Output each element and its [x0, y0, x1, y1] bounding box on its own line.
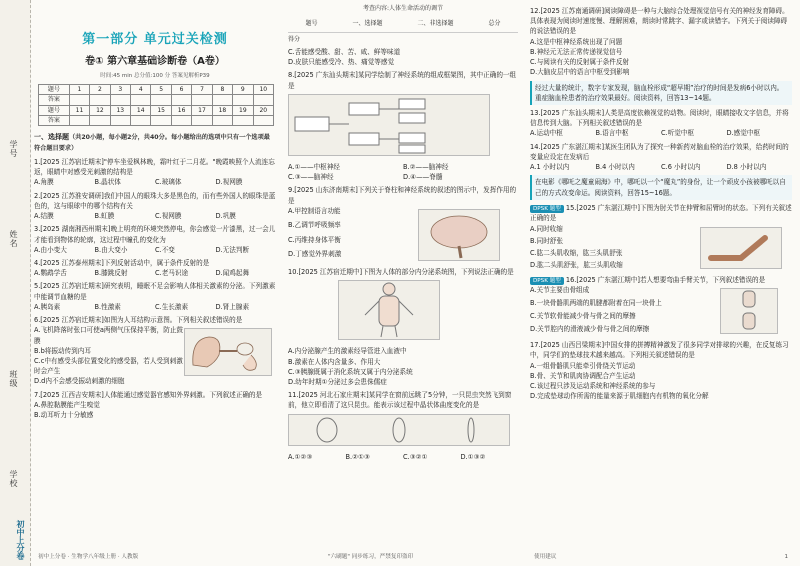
- option-a[interactable]: A.鼻腔黏膜能产生嗅觉: [34, 400, 100, 409]
- table-cell: 题号: [39, 85, 70, 95]
- option-b[interactable]: B.性激素: [94, 302, 121, 311]
- question-stem: 15.[2025 广东湛江期中]下图为肘关节在伸臂和屈臂时的状态。下列有关叙述正确的是: [530, 203, 792, 223]
- option-b[interactable]: B.②①③: [345, 452, 370, 461]
- option-c[interactable]: C.③胰腺既属于消化系统又属于内分泌系统: [288, 367, 413, 376]
- question-stem: 5.[2025 江苏宿迁期末]研究表明，睡眠不足会影响人体相关激素的分泌。下列激素中能调节血糖的是: [34, 282, 276, 301]
- table-cell: 6: [171, 85, 191, 95]
- question-3: [34, 224, 276, 255]
- option-c[interactable]: C.关节软骨能减少骨与骨之间的摩擦: [530, 312, 636, 321]
- option-b[interactable]: B.骨、关节和肌肉协调配合产生运动: [530, 371, 636, 380]
- option-a[interactable]: A.胰岛素: [34, 302, 61, 311]
- option-b[interactable]: B.②——脑神经: [403, 162, 449, 171]
- table-cell: 答案: [39, 95, 70, 105]
- option-b[interactable]: B.膝跳反射: [94, 269, 128, 278]
- option-a[interactable]: A.结膜: [34, 212, 54, 221]
- answer-cell[interactable]: [192, 95, 212, 105]
- answer-cell[interactable]: [90, 95, 110, 105]
- summary-label: 题号: [305, 20, 318, 28]
- option-d[interactable]: D.①③②: [460, 452, 486, 461]
- option-a[interactable]: A.由小变大: [34, 245, 67, 254]
- part-title: 第一部分 单元过关检测: [82, 32, 228, 47]
- question-7: [34, 390, 276, 421]
- lens-diagram: [288, 414, 510, 446]
- question-stem: 7.[2025 江西吉安期末]人体能通过感觉器官感知外界刺激。下列叙述正确的是: [34, 390, 263, 399]
- option-c[interactable]: C.玻璃体: [155, 178, 182, 187]
- paper-title: 卷① 第六章基础诊断卷（A卷）: [85, 56, 225, 68]
- table-row: [39, 116, 274, 126]
- question-7-continued: [288, 47, 518, 67]
- question-14: [530, 142, 792, 173]
- option-a[interactable]: A.内分泌腺产生的激素经导管进入血液中: [288, 347, 407, 356]
- margin-label-id: 学号: [9, 140, 18, 158]
- dpsk-tag: DPSK 题型: [530, 277, 564, 286]
- option-b[interactable]: B.4 小时以内: [595, 163, 635, 172]
- column-middle: [288, 0, 518, 566]
- option-a[interactable]: A.1 小时以内: [530, 163, 570, 172]
- section-title-text: 一、选择题: [34, 133, 69, 142]
- question-15: [530, 203, 792, 272]
- question-stem: 17.[2025 山西吕梁期末]中国女排的拼搏精神激发了很多同学对排球的兴趣，在反复练习中，同学们的垫球技术越来越高。下列相关叙述错误的是: [530, 341, 789, 360]
- brain-diagram: [418, 209, 500, 261]
- option-b[interactable]: B.激素在人体内含量多、作用大: [288, 357, 381, 366]
- option-b[interactable]: B.乙调节呼吸频率: [288, 221, 341, 230]
- option-d[interactable]: D.幼年时期①分泌过多会患侏儒症: [288, 377, 387, 386]
- table-cell: 4: [131, 85, 151, 95]
- table-cell: 5: [151, 85, 171, 95]
- question-stem: 14.[2025 广东湛江期末]某医生团队为了探究一种新药对脑血栓的治疗效果，给药时间的变量应设定在发病后: [530, 142, 789, 161]
- page-number: 1: [784, 554, 788, 561]
- option-a[interactable]: A.甲控制语言功能: [288, 206, 341, 215]
- question-6: [34, 315, 276, 387]
- question-16: [530, 275, 792, 338]
- page-head: 考查内容:人体生命活动的调节: [362, 5, 444, 12]
- question-stem: 16.[2025 广东湛江期中]若人想要弯曲手臂关节，下列叙述错误的是: [565, 275, 766, 284]
- answer-cell[interactable]: [131, 95, 151, 105]
- question-stem: 4.[2025 江苏泰州期末]下列反射活动中，属于条件反射的是: [34, 259, 210, 267]
- reading-note-2: 在电影《哪吒之魔童闹海》中，哪吒以一个“魔丸”的身份，让一个顽皮小孩被哪吒以自己的方式改变命运。阅读资料，回答15~16题。: [530, 175, 792, 199]
- question-stem: 12.[2025 江苏南通调研]阅读障碍是一种与大脑综合处理视觉信号有关的神经发育障碍。具体表现为阅读时速度慢、理解困难，朗读时常跳字、漏字或读错字。下列关于阅读障碍的说法错误的是: [530, 7, 789, 36]
- question-12: [530, 6, 792, 78]
- question-9: [288, 185, 518, 263]
- option-a[interactable]: A.这是中枢神经系统出现了问题: [530, 37, 623, 46]
- margin-label-name: 姓名: [9, 230, 18, 248]
- section-note: （共20小题，每小题2分，共40分。每小题给出的选项中只有一个选项最符合题目要求）: [34, 134, 270, 153]
- question-11: [288, 390, 518, 462]
- question-stem: 13.[2025 广东汕头期末]人类是高度依赖视觉的动物。阅读时，眼睛接收文字信息，并将信息传到大脑。下列相关叙述错误的是: [530, 108, 789, 128]
- option-c[interactable]: C.肱二头肌收缩，肱三头肌舒张: [530, 248, 623, 257]
- footer-left: 初中上分卷 · 生物学八年级上册 · 人教版: [38, 554, 139, 561]
- option-c[interactable]: C.c中有感受头部位置变化的感受器，若人受到刺激时会产生: [34, 356, 183, 376]
- reading-note: 经过大量的统计，数字专家发现，脑血栓形成“超早期”治疗的时间是发病6小时以内。重症脑血栓患者的治疗效果最好。阅读资料，回答13~14题。: [530, 81, 792, 105]
- option-c[interactable]: C.听觉中枢: [661, 129, 695, 138]
- answer-cell[interactable]: [212, 95, 232, 105]
- question-8: [288, 70, 518, 182]
- answer-cell[interactable]: [131, 116, 151, 126]
- option-d[interactable]: D.肾上腺素: [215, 302, 250, 311]
- question-stem: 11.[2025 河北石家庄期末]某同学在窗前远眺了5分钟，一只昆虫突然飞到窗前，他立即看清了这只昆虫。能表示该过程中晶状体曲度变化的是: [288, 391, 512, 410]
- table-cell: 15: [151, 105, 171, 115]
- table-cell: 13: [110, 105, 130, 115]
- option-d[interactable]: D.视网膜: [215, 178, 243, 187]
- option-c[interactable]: C.丙维持身体平衡: [288, 235, 341, 244]
- answer-cell[interactable]: [171, 95, 191, 105]
- option-b[interactable]: B.神经元无法正常传递视觉信号: [530, 47, 623, 56]
- option-a[interactable]: A.一组骨骼肌只能牵引骨绕关节运动: [530, 361, 636, 370]
- option-a[interactable]: A.鹦鹉学舌: [34, 269, 67, 278]
- score-summary: [288, 19, 518, 32]
- question-4: [34, 258, 276, 278]
- table-cell: 题号: [39, 105, 70, 115]
- nervous-system-diagram: [288, 94, 490, 156]
- arm-diagram: [700, 227, 782, 269]
- question-5: [34, 281, 276, 312]
- table-cell: 11: [69, 105, 89, 115]
- table-cell: 7: [192, 85, 212, 95]
- option-c[interactable]: C.舌能感受酸、甜、苦、咸、鲜等味道: [288, 47, 401, 56]
- option-a[interactable]: A.同时收缩: [530, 224, 563, 233]
- answer-cell[interactable]: [69, 95, 89, 105]
- table-cell: 17: [192, 105, 212, 115]
- option-d[interactable]: D.丁感觉外界刺激: [288, 250, 342, 259]
- summary-label: 总分: [488, 20, 501, 28]
- answer-cell[interactable]: [69, 116, 89, 126]
- option-d[interactable]: D.8 小时以内: [726, 163, 767, 172]
- column-right: [530, 0, 792, 566]
- question-17: [530, 340, 792, 401]
- paper-meta: 时间:45 min 总分值:100 分 答案见解析P39: [100, 72, 210, 79]
- question-10: [288, 267, 518, 387]
- table-cell: 答案: [39, 116, 70, 126]
- question-stem: 3.[2025 湖南湘西州期末]晚上明亮的环境突然停电，你会感觉一片漆黑，过一会儿才能看到物体的轮廓，这过程中瞳孔的变化为: [34, 225, 276, 244]
- option-b[interactable]: B.一块骨骼肌两端的肌腱都附着在同一块骨上: [530, 299, 662, 308]
- table-cell: 19: [233, 105, 253, 115]
- answer-cell[interactable]: [253, 95, 273, 105]
- question-1: [34, 157, 276, 188]
- summary-score-label: 得分: [288, 35, 301, 43]
- column-left: [34, 0, 276, 566]
- option-d[interactable]: D.完成垫球动作所需的能量来源于肌细胞内有机物的氧化分解: [530, 392, 709, 401]
- question-stem: 1.[2025 江苏宿迁期末]"停车坐爱枫林晚，霜叶红于二月花。"晚霞映照个人流连忘返，眼睛中对感受光刺激的结构是: [34, 158, 275, 177]
- answer-cell[interactable]: [212, 116, 232, 126]
- answer-cell[interactable]: [192, 116, 212, 126]
- option-c[interactable]: C.6 小时以内: [661, 163, 701, 172]
- summary-label: 二、非选择题: [417, 20, 454, 28]
- answer-cell[interactable]: [90, 116, 110, 126]
- option-b[interactable]: B.晶状体: [94, 178, 121, 187]
- joint-diagram: [720, 288, 778, 334]
- footer-middle: "六刷题" 同步练习，严禁复印盗印: [328, 554, 414, 561]
- answer-cell[interactable]: [151, 95, 171, 105]
- summary-label: 一、选择题: [352, 20, 383, 28]
- option-d[interactable]: D.④——脊髓: [403, 173, 443, 182]
- margin-label-school: 学校: [9, 470, 18, 488]
- option-b[interactable]: B.由大变小: [94, 245, 128, 254]
- section-title: [34, 132, 276, 154]
- series-badge: 初中上分卷: [16, 520, 25, 560]
- answer-cell[interactable]: [233, 116, 253, 126]
- dpsk-tag: DPSK 题型: [530, 205, 564, 214]
- option-c[interactable]: C.③②①: [403, 452, 428, 461]
- table-cell: 10: [253, 85, 273, 95]
- binding-margin: [0, 0, 31, 566]
- option-a[interactable]: A.飞机降落时张口可使a两侧气压保持平衡，防止鼓膜: [34, 326, 183, 345]
- option-d[interactable]: D.肱二头肌舒张，肱三头肌收缩: [530, 260, 623, 269]
- option-c[interactable]: C.该过程只涉及运动系统和神经系统的参与: [530, 382, 656, 391]
- option-d[interactable]: D.关节腔内的滑液减少骨与骨之间的摩擦: [530, 325, 650, 334]
- option-c[interactable]: C.视网膜: [155, 212, 182, 221]
- option-c[interactable]: C.与阅读有关的反射属于条件反射: [530, 58, 630, 67]
- table-row: [39, 85, 274, 95]
- table-cell: 16: [171, 105, 191, 115]
- option-a[interactable]: A.①②③: [288, 452, 313, 461]
- question-2: [34, 191, 276, 222]
- option-b[interactable]: B.语言中枢: [595, 129, 629, 138]
- option-a[interactable]: A.①——中枢神经: [288, 162, 340, 171]
- question-stem: 9.[2025 山东济南期末]下列关于脊柱和神经系统的叙述的图示中，发挥作用的是: [288, 186, 517, 205]
- option-d[interactable]: D.皮肤只能感受冷、热、痛觉等感觉: [288, 58, 395, 67]
- table-cell: 2: [90, 85, 110, 95]
- answer-cell[interactable]: [110, 95, 130, 105]
- ear-diagram: [184, 328, 272, 376]
- option-d[interactable]: D.大脑皮层中的语言中枢受到影响: [530, 68, 630, 77]
- table-row: [39, 95, 274, 105]
- table-cell: 3: [110, 85, 130, 95]
- option-c[interactable]: C.老马识途: [155, 269, 189, 278]
- table-row: [39, 105, 274, 115]
- answer-cell[interactable]: [151, 116, 171, 126]
- answer-table: [38, 84, 274, 126]
- option-c[interactable]: C.生长激素: [155, 302, 189, 311]
- margin-label-class: 班级: [9, 370, 18, 388]
- answer-cell[interactable]: [171, 116, 191, 126]
- option-a[interactable]: A.角膜: [34, 178, 54, 187]
- table-cell: 8: [212, 85, 232, 95]
- option-d[interactable]: D.感觉中枢: [726, 129, 761, 138]
- option-c[interactable]: C.③——脑神经: [288, 173, 334, 182]
- question-stem: 6.[2025 江苏宿迁期末]如图为人耳结构示意图。下列相关叙述错误的是: [34, 316, 243, 325]
- option-d[interactable]: D.巩膜: [215, 212, 236, 221]
- question-stem: 10.[2025 江苏宿迁期中]下图为人体的部分内分泌系统图，下列说法正确的是: [288, 267, 514, 276]
- question-13: [530, 108, 792, 139]
- option-b[interactable]: B.b将振动传到内耳: [34, 346, 91, 355]
- option-b[interactable]: B.动耳听力十分敏感: [34, 411, 94, 420]
- answer-cell[interactable]: [110, 116, 130, 126]
- answer-cell[interactable]: [253, 116, 273, 126]
- option-d[interactable]: D.无法判断: [215, 245, 250, 254]
- option-b[interactable]: B.同时舒张: [530, 236, 563, 245]
- option-c[interactable]: C.不变: [155, 245, 175, 254]
- answer-cell[interactable]: [233, 95, 253, 105]
- question-stem: 8.[2025 广东汕头期末]某同学绘制了神经系统的组成框架图，其中正确的一组是: [288, 71, 517, 90]
- table-cell: 14: [131, 105, 151, 115]
- option-a[interactable]: A.运动中枢: [530, 129, 563, 138]
- question-stem: 2.[2025 江苏淮安调研]我们中国人的眼珠大多是黑色的，而有些外国人的眼珠是蓝色的，这与眼球中的哪个结构有关: [34, 191, 276, 210]
- endocrine-diagram: [338, 280, 440, 340]
- table-cell: 9: [233, 85, 253, 95]
- table-cell: 1: [69, 85, 89, 95]
- option-b[interactable]: B.虹膜: [94, 212, 115, 221]
- option-d[interactable]: D.闻鸡起舞: [215, 269, 250, 278]
- footer-tip: 使用建议: [534, 554, 557, 561]
- option-a[interactable]: A.关节主要由骨组成: [530, 286, 590, 295]
- table-cell: 20: [253, 105, 273, 115]
- option-d[interactable]: D.d内不会感受振动刺激的细胞: [34, 377, 125, 386]
- table-cell: 18: [212, 105, 232, 115]
- table-cell: 12: [90, 105, 110, 115]
